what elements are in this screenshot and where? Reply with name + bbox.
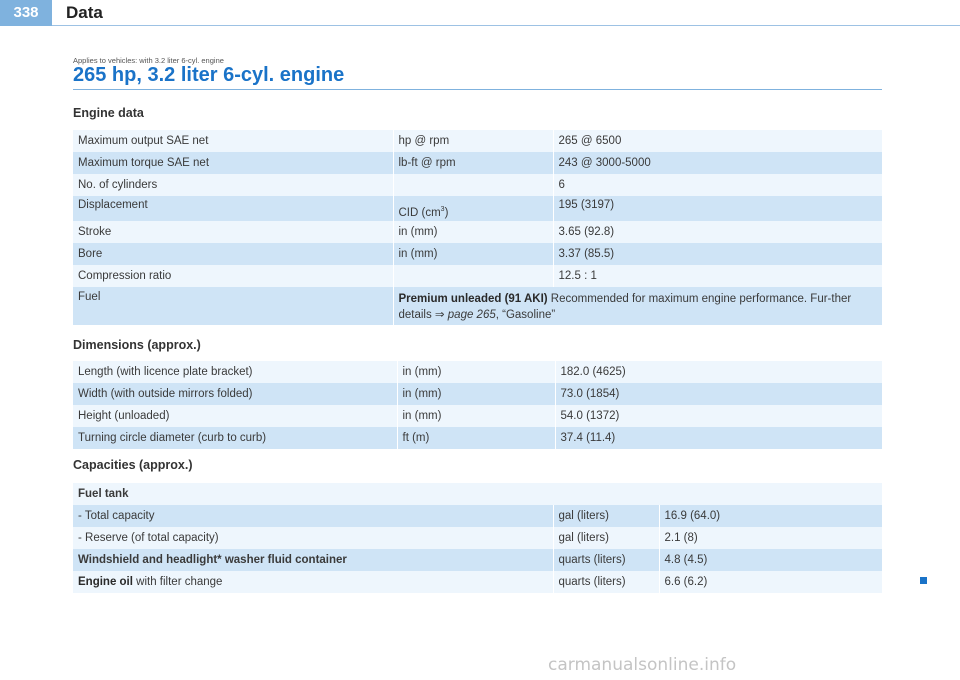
row-unit: CID $(cm^3)$ [393,196,553,221]
table-row [73,196,882,221]
row-label: Length (with licence plate bracket) [73,361,397,383]
row-value: 73.0 (1854) [555,383,882,405]
row-unit: lb-ft @ rpm [393,152,553,174]
row-label: No. of cylinders [73,174,393,196]
title-rule [73,89,882,90]
row-value: 6.6 (6.2) [659,571,882,593]
row-label: Height (unloaded) [73,405,397,427]
row-value: 2.1 (8) [659,527,882,549]
table-row [73,427,882,449]
row-label: Turning circle diameter (curb to curb) [73,427,397,449]
page-title: 265 hp, 3.2 liter 6-cyl. engine [73,64,345,86]
watermark: carmanualsonline.info [548,655,737,675]
row-unit: gal (liters) [553,505,659,527]
table-row [73,287,882,325]
row-label: Displacement [73,196,393,221]
capacities-table [73,483,882,593]
table-row [73,571,882,593]
table-row [73,549,882,571]
table-row [73,130,882,152]
row-label: - Reserve (of total capacity) [73,527,553,549]
row-label: Engine oil with filter change [73,571,553,593]
row-label: Windshield and headlight* washer fluid container [73,549,553,571]
row-unit: in (mm) [393,221,553,243]
page-reference-link[interactable]: page 265 [447,309,496,321]
header-rule [52,25,960,26]
capacities-heading: Capacities (approx.) [73,458,193,472]
row-label: Fuel [73,287,393,325]
table-row [73,221,882,243]
engine-data-heading: Engine data [73,106,144,120]
row-value: 3.37 (85.5) [553,243,882,265]
row-label: Compression ratio [73,265,393,287]
table-row [73,361,882,383]
applies-to-note: Applies to vehicles: with 3.2 liter 6-cyl. engine [73,56,224,65]
page-header [0,0,960,26]
dimensions-table [73,361,882,449]
row-value: 12.5 : 1 [553,265,882,287]
row-unit [393,265,553,287]
row-label: Maximum torque SAE net [73,152,393,174]
table-row [73,152,882,174]
table-row [73,243,882,265]
row-value: 243 @ 3000-5000 [553,152,882,174]
dimensions-heading: Dimensions (approx.) [73,338,201,352]
section-title: Data [66,3,103,22]
row-unit: gal (liters) [553,527,659,549]
table-row [73,265,882,287]
table-row [73,383,882,405]
table-row [73,505,882,527]
table-row [73,527,882,549]
row-label: Stroke [73,221,393,243]
row-value: 182.0 (4625) [555,361,882,383]
row-label: - Total capacity [73,505,553,527]
row-unit: quarts (liters) [553,549,659,571]
row-value: 3.65 (92.8) [553,221,882,243]
row-value: 195 (3197) [553,196,882,221]
table-row [73,174,882,196]
fuel-description: Premium unleaded (91 AKI) Recommended for maximum engine performance. Fur-ther details ⇒ page 265, “Gasoline” [393,287,882,325]
row-unit: in (mm) [397,405,555,427]
row-unit: in (mm) [397,383,555,405]
row-value: 54.0 (1372) [555,405,882,427]
row-unit [393,174,553,196]
row-unit: ft (m) [397,427,555,449]
page-number: 338 [0,0,52,26]
row-unit: in (mm) [393,243,553,265]
table-row [73,405,882,427]
row-value: 6 [553,174,882,196]
engine-data-table [73,130,882,325]
row-value: 4.8 (4.5) [659,549,882,571]
row-unit: in (mm) [397,361,555,383]
end-of-section-marker-icon [920,577,927,584]
table-row [73,483,882,505]
row-label: Maximum output SAE net [73,130,393,152]
row-value: 16.9 (64.0) [659,505,882,527]
row-unit: quarts (liters) [553,571,659,593]
row-value: 265 @ 6500 [553,130,882,152]
row-label: Width (with outside mirrors folded) [73,383,397,405]
fuel-tank-label: Fuel tank [73,483,882,505]
row-unit: hp @ rpm [393,130,553,152]
row-value: 37.4 (11.4) [555,427,882,449]
row-label: Bore [73,243,393,265]
